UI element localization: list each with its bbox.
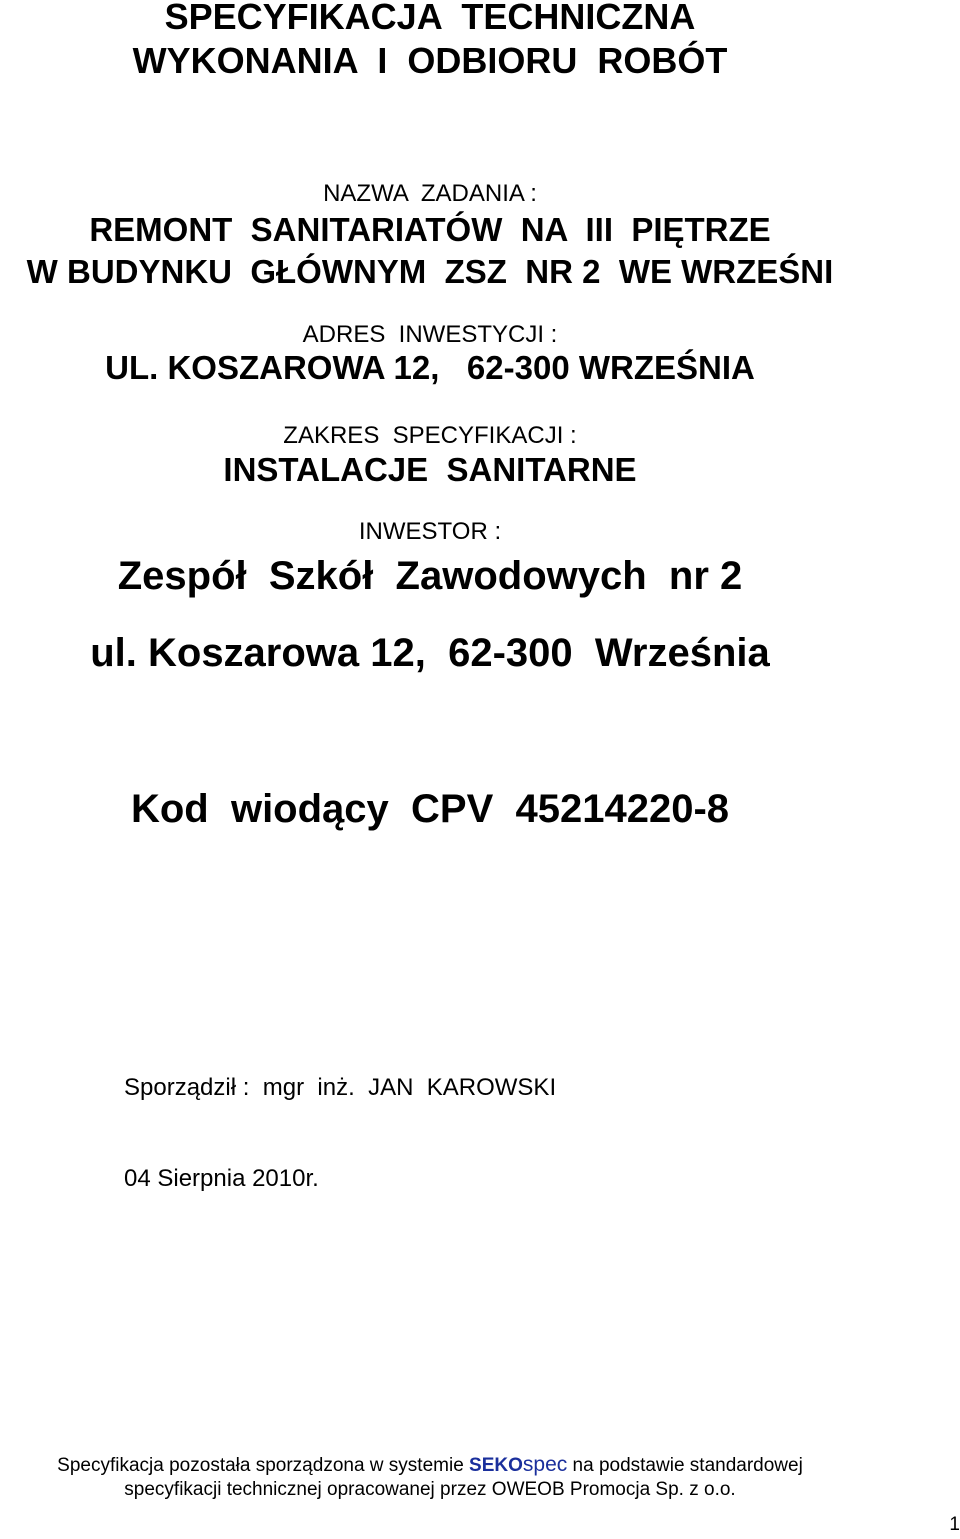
task-name-line1: REMONT SANITARIATÓW NA III PIĘTRZE xyxy=(89,211,771,248)
investor-address: ul. Koszarowa 12, 62-300 Września xyxy=(90,631,770,675)
task-name-line2: W BUDYNKU GŁÓWNYM ZSZ NR 2 WE WRZEŚNI xyxy=(26,253,834,290)
investment-address-value: UL. KOSZAROWA 12, 62-300 WRZEŚNIA xyxy=(105,349,755,386)
document-title-line1: SPECYFIKACJA TECHNICZNA xyxy=(164,0,696,37)
cpv-code: Kod wiodący CPV 45214220-8 xyxy=(130,787,730,831)
page-number: 1 xyxy=(949,1514,960,1535)
task-name-label: NAZWA ZADANIA : xyxy=(323,180,537,207)
footer-text-before: Specyfikacja pozostała sporządzona w systemie xyxy=(57,1455,470,1476)
investment-address-label: ADRES INWESTYCJI : xyxy=(302,321,558,348)
footer-text-after: na podstawie standardowej xyxy=(567,1455,803,1476)
scope-label: ZAKRES SPECYFIKACJI : xyxy=(283,422,577,449)
author-line: Sporządził : mgr inż. JAN KAROWSKI xyxy=(124,1074,557,1101)
investor-name: Zespół Szkół Zawodowych nr 2 xyxy=(117,554,743,598)
footer-line2: specyfikacji technicznej opracowanej przez OWEOB Promocja Sp. z o.o. xyxy=(124,1479,736,1500)
document-date: 04 Sierpnia 2010r. xyxy=(124,1165,319,1192)
brand-seko: SEKO xyxy=(469,1455,523,1476)
scope-value: INSTALACJE SANITARNE xyxy=(223,451,637,488)
brand-spec: spec xyxy=(522,1453,568,1476)
investor-label: INWESTOR : xyxy=(358,518,502,545)
document-title-line2: WYKONANIA I ODBIORU ROBÓT xyxy=(132,40,728,81)
footer-line1 xyxy=(0,1453,860,1478)
